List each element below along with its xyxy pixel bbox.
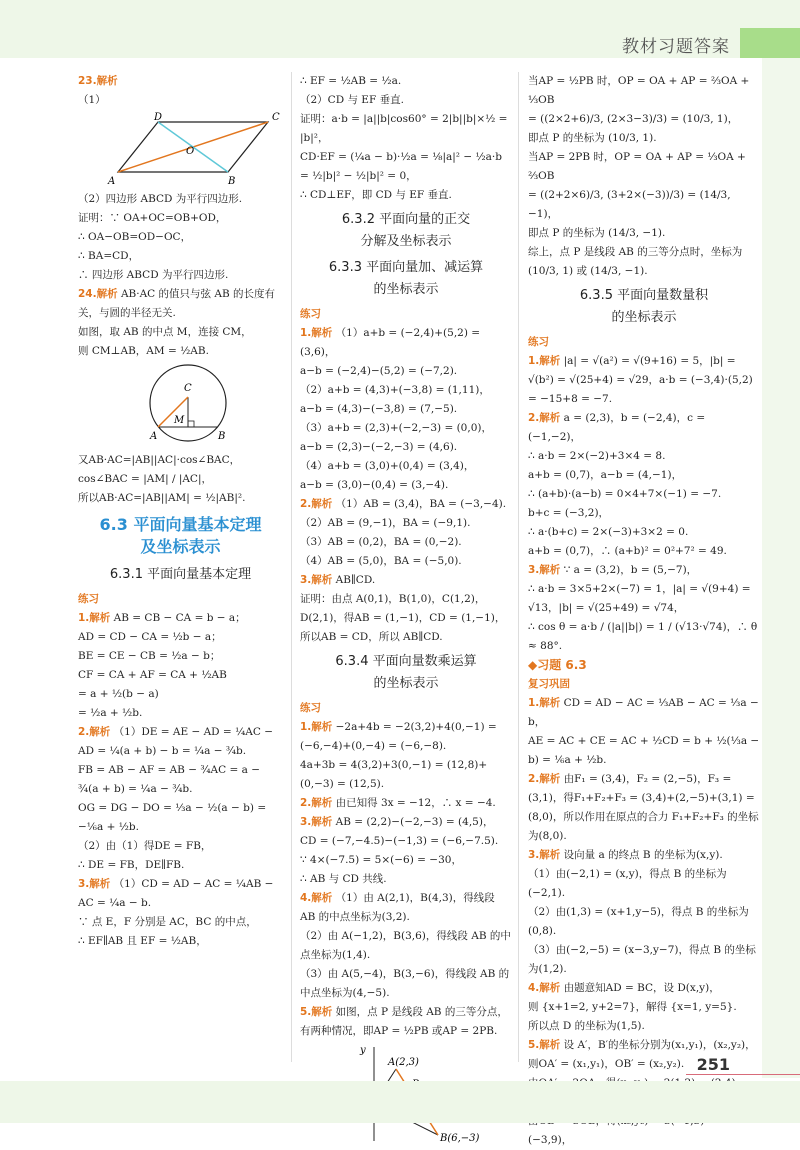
section-title <box>78 514 283 558</box>
answer-line <box>300 813 512 832</box>
answer-label: 2.解析 <box>528 412 561 424</box>
subsection-title-line: 分解及坐标表示 <box>360 234 452 249</box>
answer-text: 设 A′，B′的坐标分别为(x₁,y₁)，(x₂,y₂)，则OA′ = (x₁,y₁)，OB′ = (x₂,y₂). <box>528 1039 756 1070</box>
answer-text: 即点 P 的坐标为 (14/3, −1). <box>528 227 666 239</box>
answer-text: ∴ 四边形 ABCD 为平行四边形. <box>78 269 229 281</box>
answer-text: ∵ 4×(−7.5) = 5×(−6) = −30， <box>300 854 462 866</box>
answer-line <box>528 129 760 148</box>
answer-label: 1.解析 <box>528 697 561 709</box>
answer-line <box>528 770 760 846</box>
answer-label: 2.解析 <box>300 498 333 510</box>
answer-label: 3.解析 <box>528 849 561 861</box>
subsection-title-line: 6.3.5 平面向量数量积 <box>579 288 709 303</box>
answer-text: AB = CB − CA = b − a； <box>110 612 246 624</box>
answer-text: a = (2,3)，b = (−2,4)，c = (−1,−2)， <box>528 412 706 443</box>
footer-band <box>0 1081 800 1123</box>
homework-heading: ◆习题 6.3 <box>528 658 587 672</box>
answer-text: a−b = (−2,4)−(5,2) = (−7,2). <box>300 365 458 377</box>
answer-text: 证明：由点 A(0,1)，B(1,0)，C(1,2)，D(2,1)，得AB = (1,−1)，CD = (1,−1)，所以AB = CD，所以 AB∥CD. <box>300 593 506 643</box>
answer-line <box>300 72 512 91</box>
answer-text: （3）由(−2,−5) = (x−3,y−7)，得点 B 的坐标为(1,2). <box>528 944 756 975</box>
answer-line <box>300 718 512 756</box>
answer-text: 当AP = ½PB 时，OP = OA + AP = ⅔OA + ⅓OB <box>528 75 750 106</box>
column-divider <box>291 72 292 1062</box>
subsection-title-line: 6.3.2 平面向量的正交 <box>341 212 471 227</box>
answer-line <box>528 110 760 129</box>
answer-line <box>528 1017 760 1036</box>
answer-line <box>300 889 512 927</box>
answer-line <box>300 533 512 552</box>
header-title: 教材习题答案 <box>622 37 730 57</box>
answer-line <box>528 941 760 979</box>
subsection-title <box>300 257 512 301</box>
answer-line <box>528 580 760 618</box>
answer-text: a−b = (2,3)−(−2,−3) = (4,6). <box>300 441 458 453</box>
answer-line <box>528 979 760 998</box>
answer-label: 24.解析 <box>78 288 118 300</box>
answer-line <box>78 342 283 361</box>
answer-text: （3）a+b = (2,3)+(−2,−3) = (0,0)， <box>300 422 492 434</box>
answer-line <box>78 72 283 91</box>
exercise-heading: 练习 <box>78 593 99 605</box>
answer-line <box>78 761 283 799</box>
answer-line <box>78 91 283 110</box>
answer-line <box>300 794 512 813</box>
exercise-heading: 复习巩固 <box>528 678 570 690</box>
answer-line <box>300 927 512 965</box>
answer-line <box>78 856 283 875</box>
answer-text: （2）由（1）得DE = FB， <box>78 840 212 852</box>
answer-text: （2）四边形 ABCD 为平行四边形. <box>78 193 243 205</box>
answer-line <box>528 561 760 580</box>
answer-line <box>78 323 283 342</box>
answer-text: （4）a+b = (3,0)+(0,4) = (3,4)， <box>300 460 475 472</box>
side-bar <box>762 58 800 1078</box>
answer-text: 如图，取 AB 的中点 M，连接 CM， <box>78 326 252 338</box>
section-title-line: 6.3 平面向量基本定理 <box>99 515 262 534</box>
answer-text: b+c = (−3,2)， <box>528 507 610 519</box>
answer-line <box>300 832 512 851</box>
answer-line <box>78 247 283 266</box>
answer-line <box>300 552 512 571</box>
answer-text: ∴ a·b = 2×(−2)+3×4 = 8. <box>528 450 666 462</box>
answer-line <box>528 186 760 224</box>
answer-text: ∴ BA=CD， <box>78 250 140 262</box>
answer-text: 则 CM⊥AB，AM = ½AB. <box>78 345 209 357</box>
answer-text: AB = (2,2)−(−2,−3) = (4,5)， <box>332 816 494 828</box>
answer-line <box>528 865 760 903</box>
answer-text: 由已知得 3x = −12，∴ x = −4. <box>332 797 496 809</box>
header-tab <box>740 28 800 58</box>
circle-figure <box>78 363 283 449</box>
answer-line <box>300 590 512 647</box>
point-label: B <box>228 176 236 187</box>
answer-line <box>78 266 283 285</box>
point-label: A(2,3) <box>388 1057 419 1068</box>
answer-text: |a| = √(a²) = √(9+16) = 5，|b| = √(b²) = √(25+4) = √29，a·b = (−3,4)·(5,2) = −15+8 = −7. <box>528 355 753 405</box>
answer-text: CD = (−7,−4.5)−(−1,3) = (−6,−7.5). <box>300 835 499 847</box>
point-label: A <box>150 431 158 442</box>
answer-label: 2.解析 <box>528 773 561 785</box>
point-label: B(6,−3) <box>440 1133 480 1144</box>
answer-line <box>528 243 760 281</box>
answer-line <box>300 851 512 870</box>
answer-line <box>528 72 760 110</box>
answer-line <box>78 704 283 723</box>
subsection-title <box>300 209 512 253</box>
answer-line <box>528 466 760 485</box>
answer-line <box>78 875 283 913</box>
answer-text: ∴ DE = FB，DE∥FB. <box>78 859 185 871</box>
point-label: O <box>186 146 195 157</box>
answer-line <box>78 932 283 951</box>
answer-text: 4a+3b = 4(3,2)+3(0,−1) = (12,8)+(0,−3) = (12,5). <box>300 759 488 790</box>
section-title-line: 及坐标表示 <box>140 537 221 556</box>
subsection-title <box>300 651 512 695</box>
point-label: C <box>272 112 280 123</box>
answer-line <box>300 457 512 476</box>
answer-text: a−b = (3,0)−(0,4) = (3,−4). <box>300 479 449 491</box>
answer-line <box>300 870 512 889</box>
answer-text: ∴ AB 与 CD 共线. <box>300 873 387 885</box>
subsection-title-line: 6.3.1 平面向量基本定理 <box>109 567 252 582</box>
answer-text: （1）由 A(2,1)，B(4,3)，得线段 AB 的中点坐标为(3,2). <box>300 892 495 923</box>
answer-line <box>300 514 512 533</box>
answer-line <box>528 542 760 561</box>
subsection-title-line: 6.3.3 平面向量加、减运算 <box>328 260 484 275</box>
answer-text: −2a+4b = −2(3,2)+4(0,−1) = (−6,−4)+(0,−4) = (−6,−8). <box>300 721 497 752</box>
answer-label: 5.解析 <box>300 1006 333 1018</box>
answer-line <box>300 362 512 381</box>
subsection-title-line: 6.3.4 平面向量数乘运算 <box>335 654 477 669</box>
answer-text: ∴ CD⊥EF，即 CD 与 EF 垂直. <box>300 189 452 201</box>
point-label: M <box>174 415 185 426</box>
point-label: y <box>360 1045 366 1056</box>
answer-line <box>528 903 760 941</box>
subsection-title-line: 的坐标表示 <box>373 282 439 297</box>
answer-label: 3.解析 <box>528 564 561 576</box>
answer-line <box>528 732 760 770</box>
answer-line <box>528 694 760 732</box>
answer-text: （2）a+b = (4,3)+(−3,8) = (1,11)， <box>300 384 490 396</box>
answer-text: 即点 P 的坐标为 (10/3, 1). <box>528 132 657 144</box>
right-angle-mark <box>188 421 194 427</box>
answer-text: （1）DE = AE − AD = ¼AC − AD = ¼(a + b) − b = ¼a − ¾b. <box>78 726 273 757</box>
answer-line <box>528 352 760 409</box>
answer-text: （2）CD 与 EF 垂直. <box>300 94 404 106</box>
answer-text: ∴ EF = ½AB = ½a. <box>300 75 402 87</box>
answer-line <box>528 148 760 186</box>
answer-text: CD·EF = (¼a − b)·½a = ⅛|a|² − ½a·b = ½|b|² − ½|b|² = 0， <box>300 151 502 182</box>
answer-text: ∵ 点 E，F 分别是 AC，BC 的中点， <box>78 916 257 928</box>
answer-text: AD = CD − CA = ½b − a； <box>78 631 222 643</box>
answer-label: 3.解析 <box>300 816 333 828</box>
answer-text: 则 {x+1=2, y+2=7}，解得 {x=1, y=5}. <box>528 1001 737 1013</box>
answer-text: (−3,9)， <box>528 1134 573 1146</box>
exercise-heading: 练习 <box>300 702 321 714</box>
answer-line <box>300 324 512 362</box>
answer-text: 证明：∵ OA+OC=OB+OD， <box>78 212 227 224</box>
answer-line <box>78 837 283 856</box>
point-label: B <box>218 431 226 442</box>
subsection-title-line: 的坐标表示 <box>611 310 677 325</box>
answer-line <box>78 723 283 761</box>
answer-text: 证明：a·b = |a||b|cos60° = 2|b||b|×½ = |b|²， <box>300 113 508 144</box>
answer-line <box>528 618 760 656</box>
answer-line <box>78 451 283 470</box>
subsection-title <box>78 564 283 586</box>
answer-text: FB = AB − AF = AB − ¾AC = a − ¾(a + b) = ¼a − ¾b. <box>78 764 261 795</box>
page-number: 251 <box>696 1055 730 1074</box>
answer-line <box>300 438 512 457</box>
answer-line <box>78 209 283 228</box>
answer-text: 所以点 D 的坐标为(1,5). <box>528 1020 645 1032</box>
answer-line <box>300 1003 512 1041</box>
answer-line <box>528 846 760 865</box>
answer-line <box>528 504 760 523</box>
point-label: A <box>108 176 116 187</box>
answer-line <box>78 685 283 704</box>
answer-line <box>300 419 512 438</box>
answer-text: （2）由 A(−1,2)，B(3,6)，得线段 AB 的中点坐标为(1,4). <box>300 930 511 961</box>
answer-text: （4）AB = (5,0)，BA = (−5,0). <box>300 555 462 567</box>
answer-label: 2.解析 <box>300 797 333 809</box>
answer-line <box>78 913 283 932</box>
parallelogram-figure <box>78 112 283 188</box>
page-line <box>686 1074 800 1075</box>
answer-text: （2）由(1,3) = (x+1,y−5)，得点 B 的坐标为(0,8). <box>528 906 749 937</box>
answer-text: ∴ cos θ = a·b / (|a||b|) = 1 / (√13·√74)，∴ θ ≈ 88°. <box>528 621 758 652</box>
column-3 <box>528 72 760 1150</box>
answer-line <box>78 228 283 247</box>
answer-line <box>78 666 283 685</box>
answer-line <box>300 400 512 419</box>
answer-text: ∴ a·(b+c) = 2×(−3)+3×2 = 0. <box>528 526 689 538</box>
answer-line <box>300 495 512 514</box>
answer-text: ∴ a·b = 3×5+2×(−7) = 1，|a| = √(9+4) = √13，|b| = √(25+49) = √74， <box>528 583 751 614</box>
subsection-title-line: 的坐标表示 <box>373 676 439 691</box>
point-label: C <box>184 383 192 394</box>
answer-text: （1）AB = (3,4)，BA = (−3,−4). <box>332 498 507 510</box>
answer-line <box>300 756 512 794</box>
answer-text: 设向量 a 的终点 B 的坐标为(x,y). <box>560 849 723 861</box>
answer-line <box>528 224 760 243</box>
answer-line <box>300 186 512 205</box>
answer-line <box>528 447 760 466</box>
answer-label: 1.解析 <box>300 721 333 733</box>
answer-text: AE = AC + CE = AC + ½CD = b + ½(⅓a − b) = ⅙a + ½b. <box>528 735 760 766</box>
answer-line <box>78 609 283 628</box>
answer-line <box>300 965 512 1003</box>
answer-line <box>78 470 283 489</box>
subsection-title <box>528 285 760 329</box>
answer-label: 1.解析 <box>78 612 111 624</box>
column-divider <box>518 72 519 1062</box>
column-1 <box>78 72 283 951</box>
answer-label: 2.解析 <box>78 726 111 738</box>
answer-text: a−b = (4,3)−(−3,8) = (7,−5). <box>300 403 458 415</box>
answer-line <box>300 571 512 590</box>
answer-line <box>300 91 512 110</box>
answer-label: 1.解析 <box>528 355 561 367</box>
answer-text: 如图，点 P 是线段 AB 的三等分点，有两种情况，即AP = ½PB 或AP = 2PB. <box>300 1006 508 1037</box>
answer-text: = ((2×2+6)/3, (2×3−3)/3) = (10/3, 1)， <box>528 113 739 125</box>
answer-text: （2）AB = (9,−1)，BA = (−9,1). <box>300 517 471 529</box>
answer-text: CF = CA + AF = CA + ½AB <box>78 669 227 681</box>
answer-text: AB·AC 的值只与弦 AB 的长度有关，与圆的半径无关. <box>78 288 276 319</box>
answer-line <box>300 476 512 495</box>
answer-line <box>78 628 283 647</box>
answer-line <box>78 190 283 209</box>
answer-line <box>528 409 760 447</box>
point-label: D <box>154 112 163 123</box>
answer-label: 3.解析 <box>300 574 333 586</box>
answer-label: 1.解析 <box>300 327 333 339</box>
answer-line <box>78 647 283 666</box>
answer-text: CD = AD − AC = ⅓AB − AC = ⅓a − b， <box>528 697 759 728</box>
answer-line <box>300 110 512 148</box>
answer-text: ∵ a = (3,2)，b = (5,−7)， <box>560 564 698 576</box>
answer-text: = ((2+2×6)/3, (3+2×(−3))/3) = (14/3, −1)， <box>528 189 731 220</box>
answer-text: ∴ (a+b)·(a−b) = 0×4+7×(−1) = −7. <box>528 488 722 500</box>
answer-line <box>528 485 760 504</box>
answer-text: 所以AB·AC=|AB||AM| = ½|AB|². <box>78 492 246 504</box>
answer-line <box>528 998 760 1017</box>
answer-text: （1）a+b = (−2,4)+(5,2) = (3,6)， <box>300 327 481 358</box>
answer-line <box>78 489 283 508</box>
answer-line <box>78 285 283 323</box>
answer-text: ∴ EF∥AB 且 EF = ½AB， <box>78 935 207 947</box>
answer-label: 5.解析 <box>528 1039 561 1051</box>
answer-text: （1）由(−2,1) = (x,y)，得点 B 的坐标为(−2,1). <box>528 868 727 899</box>
answer-label: 4.解析 <box>528 982 561 994</box>
exercise-heading: 练习 <box>300 308 321 320</box>
answer-line <box>300 381 512 400</box>
answer-label: 23.解析 <box>78 75 118 87</box>
answer-text: 当AP = 2PB 时，OP = OA + AP = ⅓OA + ⅔OB <box>528 151 746 182</box>
answer-text: 由题意知AD = BC，设 D(x,y)， <box>560 982 720 994</box>
answer-text: 综上，点 P 是线段 AB 的三等分点时，坐标为 (10/3, 1) 或 (14/3, −1). <box>528 246 743 277</box>
answer-text: BE = CE − CB = ½a − b； <box>78 650 221 662</box>
answer-text: = ½a + ½b. <box>78 707 143 719</box>
answer-line <box>300 148 512 186</box>
answer-text: （1）CD = AD − AC = ¼AB − AC = ¼a − b. <box>78 878 274 909</box>
answer-text: a+b = (0,7)，a−b = (4,−1)， <box>528 469 683 481</box>
answer-text: AB∥CD. <box>332 574 376 586</box>
answer-line <box>78 799 283 837</box>
answer-text: ∴ OA−OB=OD−OC， <box>78 231 192 243</box>
answer-text: a+b = (0,7)，∴ (a+b)² = 0²+7² = 49. <box>528 545 727 557</box>
answer-label: 4.解析 <box>300 892 333 904</box>
answer-text: （1） <box>78 94 106 106</box>
answer-text: = a + ½(b − a) <box>78 688 159 700</box>
exercise-heading: 练习 <box>528 336 549 348</box>
answer-text: cos∠BAC = |AM| / |AC|， <box>78 473 213 485</box>
answer-label: 3.解析 <box>78 878 111 890</box>
answer-text: （3）由 A(5,−4)，B(3,−6)，得线段 AB 的中点坐标为(4,−5). <box>300 968 510 999</box>
column-2 <box>300 72 512 1147</box>
answer-text: OG = DG − DO = ⅓a − ½(a − b) = −⅙a + ½b. <box>78 802 267 833</box>
answer-line <box>528 523 760 542</box>
answer-text: 又AB·AC=|AB||AC|·cos∠BAC， <box>78 454 241 466</box>
answer-text: （3）AB = (0,2)，BA = (0,−2). <box>300 536 462 548</box>
answer-text: 由F₁ = (3,4)，F₂ = (2,−5)，F₃ = (3,1)，得F₁+F₂+F₃ = (3,4)+(2,−5)+(3,1) = (8,0)，所以作用在原点的合力 F₁+F₂+F₃ 的坐标为(8,0). <box>528 773 759 842</box>
